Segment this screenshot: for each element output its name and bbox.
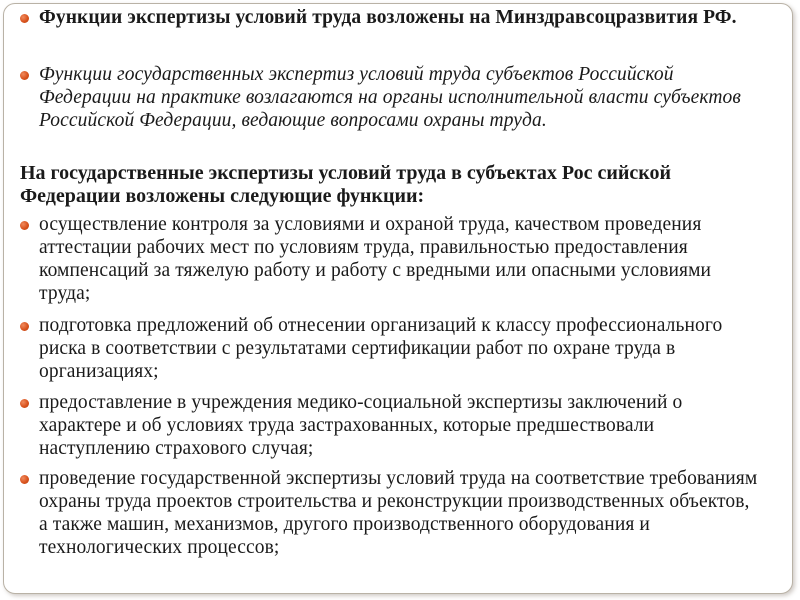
function-text: проведение государственной экспертизы условий труда на соответствие требованиям охраны труда проектов строительства и реконструкции производственных объектов, а также машин, механизмов, другого производственного оборудования и технологических процессов; <box>39 468 758 558</box>
function-text: осуществление контроля за условиями и охраной труда, качеством проведения аттестации рабочих мест по условиям труда, правильностью предоставления компенсаций за тяжелую работу и работу с вредными или опасными условиями труда; <box>39 214 712 304</box>
intro-bold-item <box>20 6 760 29</box>
bullet-icon <box>20 14 29 23</box>
function-text: подготовка предложений об отнесении организаций к классу профессионального риска в соответствии с результатами сертификации работ по охране труда в организациях; <box>39 315 723 382</box>
function-item-2 <box>20 314 760 383</box>
bullet-icon <box>20 399 29 408</box>
bullet-icon <box>20 71 29 80</box>
function-item-4 <box>20 467 760 559</box>
function-item-1 <box>20 213 760 305</box>
intro-bold-text: Функции экспертизы условий труда возложены на Минздравсоцразвития РФ. <box>39 7 737 28</box>
function-item-3 <box>20 391 760 460</box>
intro-italic-item <box>20 63 760 132</box>
bullet-icon <box>20 322 29 331</box>
bullet-icon <box>20 475 29 484</box>
intro-italic-text: Функции государственных экспертиз условий труда субъектов Российской Федерации на практике возлагаются на органы исполнительной власти субъектов Российской Федерации, ведающие вопросами охраны труда. <box>39 64 741 131</box>
functions-heading: На государственные экспертизы условий труда в субъектах Рос сийской Федерации возложены следующие функции: <box>20 162 672 207</box>
bullet-icon <box>20 221 29 230</box>
function-text: предоставление в учреждения медико-социальной экспертизы заключений о характере и об условиях труда застрахованных, которые предшествовали наступлению страхового случая; <box>39 392 683 459</box>
